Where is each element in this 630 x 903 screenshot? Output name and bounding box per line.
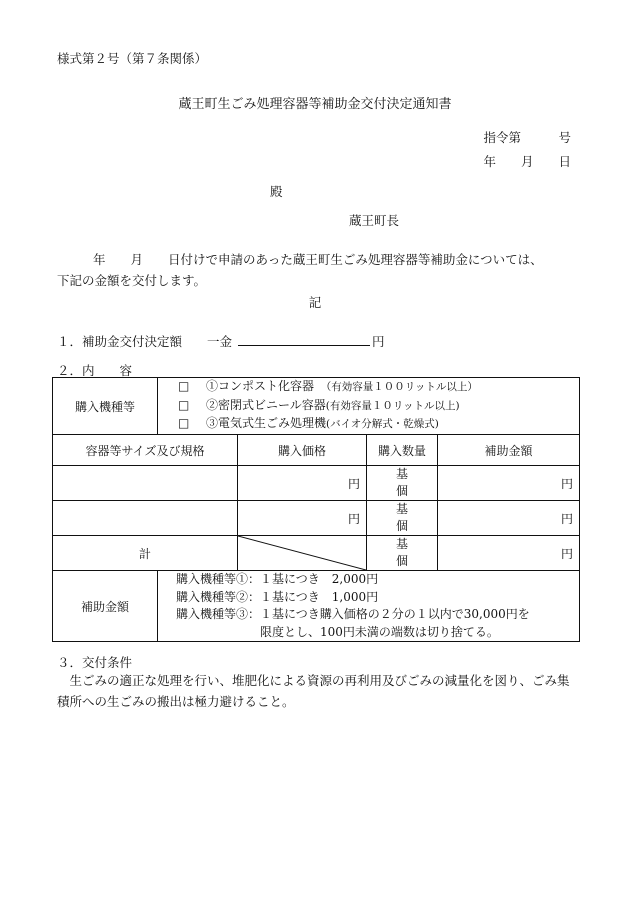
checkbox-icon[interactable]: □ — [178, 416, 190, 431]
total-row — [53, 536, 580, 571]
subsidy-cell[interactable] — [438, 501, 580, 536]
diagonal-line-icon — [238, 536, 366, 570]
amount-unit: 円 — [372, 334, 385, 349]
option-compost[interactable] — [158, 378, 579, 397]
total-quantity-cell[interactable] — [367, 536, 438, 571]
unit-ki: 基 — [395, 502, 408, 516]
subsidy-unit: 円 — [560, 546, 573, 561]
total-label: 計 — [53, 536, 238, 571]
quantity-cell[interactable] — [367, 466, 438, 501]
subsidy-unit: 円 — [560, 511, 573, 526]
header-price: 購入価格 — [238, 435, 367, 466]
purchase-model-label: 購入機種等 — [53, 378, 158, 435]
amount-blank[interactable] — [238, 333, 370, 346]
price-cell[interactable] — [238, 466, 367, 501]
issuer-name: 蔵王町長 — [349, 213, 400, 228]
issue-date: 年 月 日 — [483, 154, 571, 169]
quantity-cell[interactable] — [367, 501, 438, 536]
option-electric[interactable] — [158, 415, 579, 434]
option-name: ③電気式生ごみ処理機 — [206, 416, 327, 431]
size-spec-cell[interactable] — [53, 466, 238, 501]
subsidy-unit: 円 — [560, 476, 573, 491]
size-spec-cell[interactable] — [53, 501, 238, 536]
price-unit: 円 — [347, 511, 360, 526]
option-note: (有効容量１０リットル以上) — [325, 399, 460, 412]
unit-ko: 個 — [395, 484, 408, 498]
subsidy-rule: 購入機種等③：１基につき購入価格の２分の１以内で30,000円を — [176, 607, 530, 621]
subsidy-cell[interactable] — [438, 466, 580, 501]
price-cell[interactable] — [238, 501, 367, 536]
option-note: （有効容量１００リットル以上） — [326, 381, 478, 394]
purchase-model-options — [158, 378, 580, 435]
total-subsidy-cell[interactable] — [438, 536, 580, 571]
unit-ko: 個 — [395, 519, 408, 533]
checkbox-icon[interactable]: □ — [178, 397, 190, 412]
conditions-section-label: ３．交付条件 — [57, 655, 133, 670]
ki-heading: 記 — [308, 295, 322, 310]
content-section-label: ２．内 容 — [57, 363, 133, 378]
order-number: 指令第 号 — [483, 130, 571, 145]
option-name: ②密閉式ビニール容器 — [206, 397, 326, 412]
document-title: 蔵王町生ごみ処理容器等補助金交付決定通知書 — [178, 97, 452, 112]
detail-table — [52, 377, 580, 642]
price-unit: 円 — [347, 476, 360, 491]
total-price-diagonal — [238, 536, 367, 571]
addressee: 殿 — [270, 184, 283, 199]
unit-ki: 基 — [395, 537, 408, 551]
subsidy-amount-label: 補助金額 — [53, 571, 158, 642]
header-quantity: 購入数量 — [367, 435, 438, 466]
checkbox-icon[interactable]: □ — [178, 379, 190, 394]
conditions-text: 生ごみの適正な処理を行い、堆肥化による資源の再利用及びごみの減量化を図り、ごみ集積所への生ごみの搬出は極力避けること。 — [57, 673, 570, 709]
option-vinyl[interactable] — [158, 397, 579, 416]
subsidy-rules — [158, 571, 580, 642]
table-row — [53, 466, 580, 501]
header-subsidy: 補助金額 — [438, 435, 580, 466]
unit-ko: 個 — [395, 554, 408, 568]
form-number-label: 様式第２号（第７条関係） — [57, 51, 208, 66]
option-name: ①コンポスト化容器 — [206, 379, 315, 394]
subsidy-rule: 限度とし、100円未満の端数は切り捨てる。 — [176, 624, 499, 639]
header-size-spec: 容器等サイズ及び規格 — [53, 435, 238, 466]
subsidy-rule: 購入機種等①：１基につき 2,000円 — [176, 572, 379, 586]
option-note: (バイオ分解式・乾燥式) — [326, 418, 439, 431]
notice-body — [57, 249, 577, 291]
decision-amount-label: １．補助金交付決定額 一金 — [57, 334, 233, 349]
decision-amount-line — [57, 332, 385, 350]
notice-body-line1: 年 月 日付けで申請のあった蔵王町生ごみ処理容器等補助金については、 — [93, 252, 543, 267]
unit-ki: 基 — [395, 467, 408, 481]
notice-body-line2: 下記の金額を交付します。 — [57, 273, 207, 288]
subsidy-rule: 購入機種等②：１基につき 1,000円 — [176, 589, 379, 604]
table-row — [53, 501, 580, 536]
